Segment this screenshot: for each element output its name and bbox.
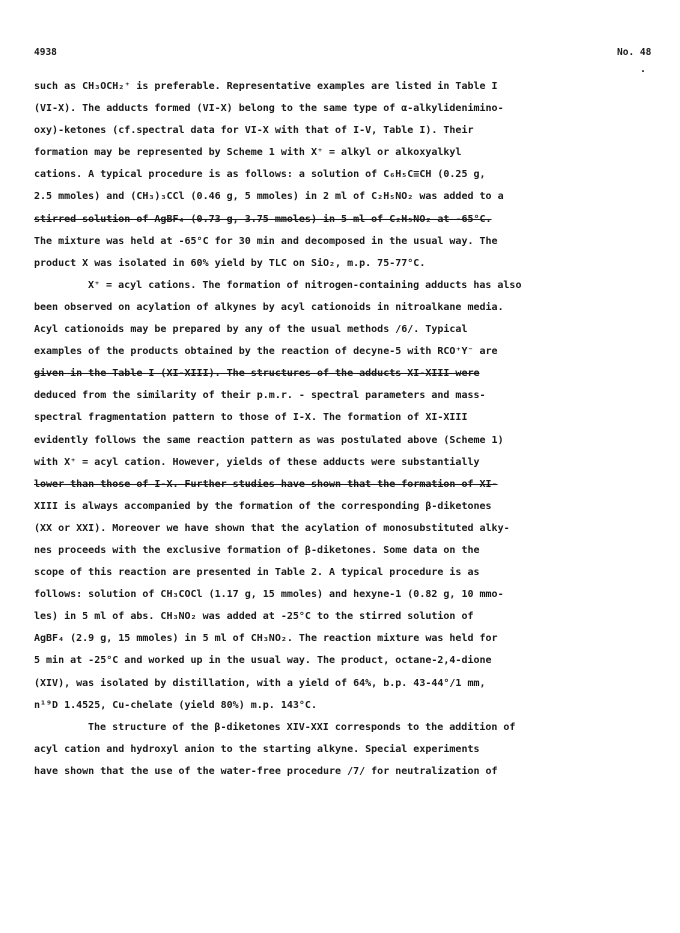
text-line: scope of this reaction are presented in Table 2. A typical procedure is as [34,567,480,579]
text-line: evidently follows the same reaction pattern as was postulated above (Scheme 1) [34,434,504,446]
text-line: nes proceeds with the exclusive formation of β-diketones. Some data on the [34,544,480,556]
issue-number: No. 48 [617,47,652,58]
text-line: (XX or XXI). Moreover we have shown that the acylation of monosubstituted alky- [34,522,510,534]
text-line: The mixture was held at -65°C for 30 min and decomposed in the usual way. The [34,235,498,247]
text-line: cations. A typical procedure is as follows: a solution of C₆H₅C≡CH (0.25 g, [34,169,486,181]
text-line: AgBF₄ (2.9 g, 15 mmoles) in 5 ml of CH₃NO₂. The reaction mixture was held for [34,633,498,645]
page-number: 4938 [34,47,57,58]
text-line: (VI-X). The adducts formed (VI-X) belong to the same type of α-alkylideniminо- [34,103,504,115]
text-line-struck: stirred solution of AgBF₄ (0.73 g, 3.75 mmoles) in 5 ml of C₂H₅NO₂ at -65°C. [34,213,492,225]
margin-mark: . [640,64,647,75]
text-line: (XIV), was isolated by distillation, with a yield of 64%, b.p. 43-44°/1 mm, [34,677,486,689]
text-line: acyl cation and hydroxyl anion to the starting alkyne. Special experiments [34,743,480,755]
text-line: spectral fragmentation pattern to those of I-X. The formation of XI-XIII [34,412,468,424]
text-line: examples of the products obtained by the reaction of decyne-5 with RCO⁺Y⁻ are [34,346,498,358]
text-line: 2.5 mmoles) and (CH₃)₃CCl (0.46 g, 5 mmoles) in 2 ml of C₂H₅NO₂ was added to a [34,191,504,203]
text-line: XIII is always accompanied by the formation of the corresponding β-diketones [34,500,492,512]
section-lead-line: X⁺ = acyl cations. The formation of nitrogen-containing adducts has also [88,279,522,291]
text-line: such as CH₃OCH₂⁺ is preferable. Representative examples are listed in Table I [34,81,498,92]
text-line: follows: solution of CH₃COCl (1.17 g, 15 mmoles) and hexyne-1 (0.82 g, 10 mmo- [34,589,504,601]
text-line: n¹⁹D 1.4525, Cu-chelate (yield 80%) m.p. 143°C. [34,699,317,711]
paragraph-lead-line: The structure of the β-diketones XIV-XXI corresponds to the addition of [88,721,516,733]
text-line: Acyl cationoids may be prepared by any of the usual methods /6/. Typical [34,324,468,336]
text-line: deduced from the similarity of their p.m.r. - spectral parameters and mass- [34,390,486,402]
text-line: product X was isolated in 60% yield by TLC on SiO₂, m.p. 75-77°C. [34,257,426,269]
text-line: been observed on acylation of alkynes by acyl cationoids in nitroalkane media. [34,301,504,313]
text-line-struck: lower than those of I-X. Further studies have shown that the formation of XI- [34,478,498,490]
text-line: have shown that the use of the water-free procedure /7/ for neutralization of [34,765,498,777]
article-body [34,76,624,783]
text-line: oxy)-ketones (cf.spectral data for VI-X with that of I-V, Table I). Their [34,125,474,137]
text-line: with X⁺ = acyl cation. However, yields of these adducts were substantially [34,456,480,468]
text-line: les) in 5 ml of abs. CH₃NO₂ was added at -25°C to the stirred solution of [34,611,474,623]
text-line: 5 min at -25°C and worked up in the usual way. The product, octane-2,4-dione [34,655,492,667]
text-line: formation may be represented by Scheme 1 with X⁺ = alkyl or alkoxyalkyl [34,147,462,159]
text-line-struck: given in the Table I (XI-XIII). The structures of the adducts XI-XIII were [34,368,480,380]
